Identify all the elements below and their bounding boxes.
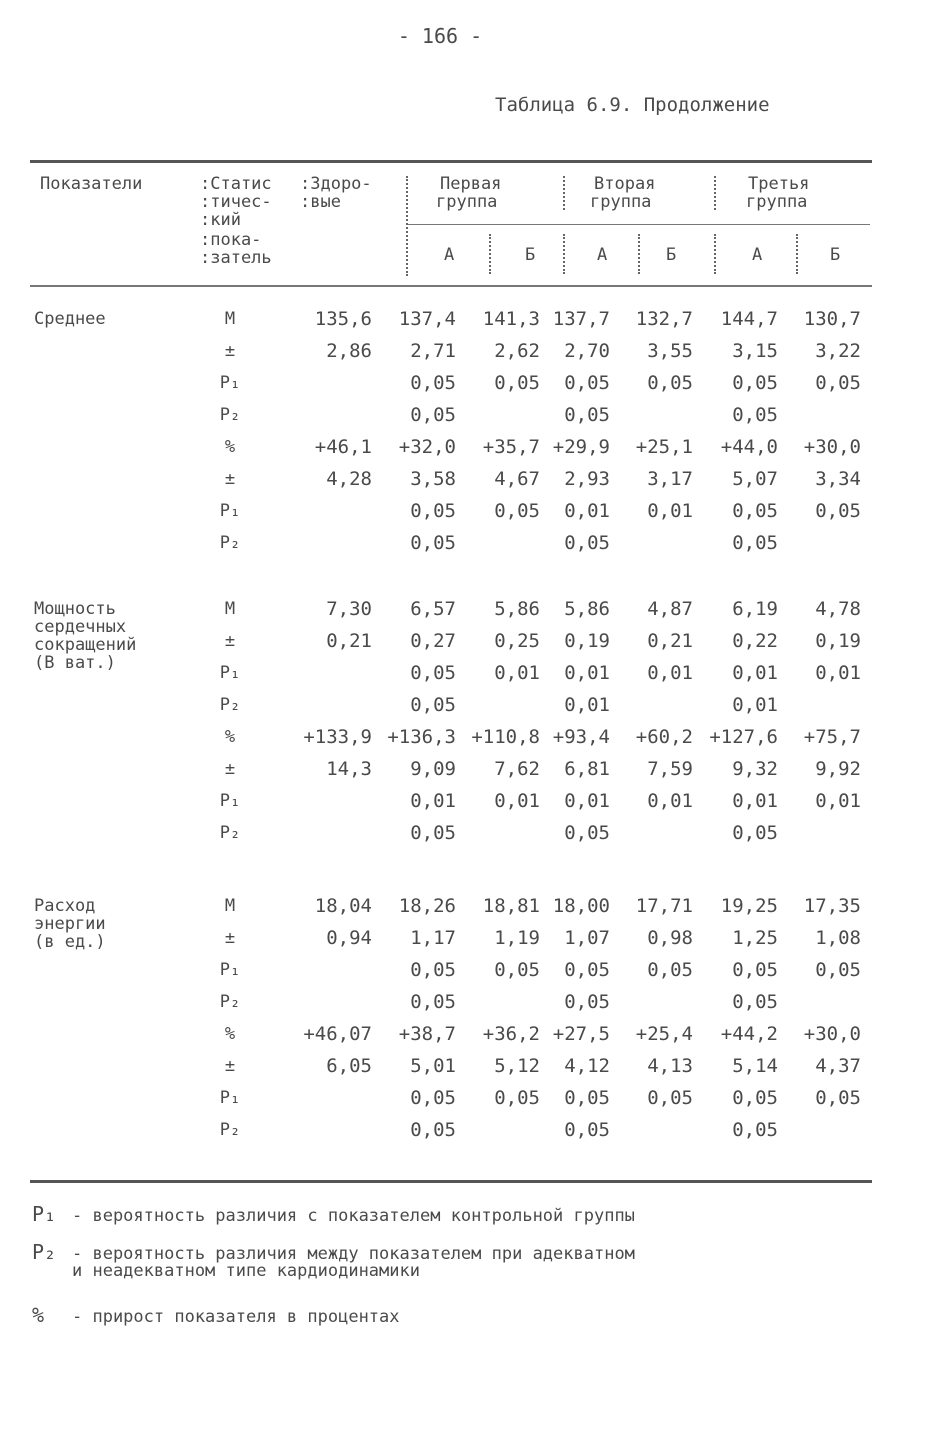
cell-value: 0,05: [564, 1119, 610, 1141]
cell-value: 0,05: [410, 1087, 456, 1109]
cell-value: 0,21: [647, 630, 693, 652]
cell-value: +44,2: [720, 1023, 778, 1045]
stat-symbol: ±: [224, 1056, 236, 1076]
cell-value: 0,05: [494, 959, 540, 981]
section-label: энергии: [34, 914, 106, 934]
cell-value: 1,25: [732, 927, 778, 949]
cell-value: 1,17: [410, 927, 456, 949]
header-group2-1: Вторая: [594, 174, 656, 194]
cell-value: 137,4: [398, 308, 456, 330]
cell-value: 6,57: [410, 598, 456, 620]
cell-healthy: 4,28: [326, 468, 372, 490]
header-group3-1: Третья: [748, 174, 810, 194]
note-p2-continued: и неадекватном типе кардиодинамики: [72, 1261, 420, 1281]
cell-value: 2,62: [494, 340, 540, 362]
header-sub-3a: А: [752, 245, 763, 265]
note-text: - вероятность различия с показателем контрольной группы: [72, 1206, 635, 1226]
header-sub-3b: Б: [830, 245, 841, 265]
cell-value: 3,15: [732, 340, 778, 362]
header-stat-5: :затель: [200, 248, 272, 268]
section-label: Среднее: [34, 309, 106, 329]
cell-value: 0,01: [732, 694, 778, 716]
header-stat-2: :тичес-: [200, 192, 272, 212]
cell-value: 0,05: [564, 1087, 610, 1109]
cell-value: 0,01: [564, 694, 610, 716]
cell-value: 0,01: [732, 790, 778, 812]
cell-value: 17,35: [803, 895, 861, 917]
header-group2-2: группа: [590, 192, 652, 212]
page-number: - 166 -: [397, 24, 483, 48]
cell-value: 0,05: [564, 959, 610, 981]
cell-value: 0,01: [494, 662, 540, 684]
note-text: - прирост показателя в процентах: [72, 1307, 400, 1327]
cell-value: 4,78: [815, 598, 861, 620]
stat-symbol: P₁: [219, 1088, 241, 1108]
header-separator: [714, 176, 716, 210]
cell-value: 0,05: [815, 1087, 861, 1109]
cell-healthy: 0,21: [326, 630, 372, 652]
cell-value: 0,01: [732, 662, 778, 684]
header-sub-2a: А: [597, 245, 608, 265]
cell-value: +38,7: [398, 1023, 456, 1045]
cell-value: 0,05: [564, 991, 610, 1013]
cell-value: 0,01: [494, 790, 540, 812]
cell-value: 2,70: [564, 340, 610, 362]
cell-value: 0,19: [815, 630, 861, 652]
cell-value: 5,07: [732, 468, 778, 490]
note-key: P₁: [32, 1202, 57, 1226]
header-healthy-2: :вые: [300, 192, 341, 212]
cell-value: 0,05: [494, 500, 540, 522]
cell-value: 9,92: [815, 758, 861, 780]
stat-symbol: P₂: [219, 695, 241, 715]
cell-value: 7,59: [647, 758, 693, 780]
cell-value: 18,81: [482, 895, 540, 917]
cell-value: 1,07: [564, 927, 610, 949]
cell-value: 0,05: [410, 694, 456, 716]
header-separator: [796, 234, 798, 274]
cell-healthy: +133,9: [303, 726, 372, 748]
cell-value: 132,7: [635, 308, 693, 330]
cell-value: 5,01: [410, 1055, 456, 1077]
stat-symbol: P₂: [219, 992, 241, 1012]
cell-value: 0,25: [494, 630, 540, 652]
cell-value: 0,05: [410, 532, 456, 554]
header-stat-3: :кий: [200, 210, 241, 230]
stat-symbol: P₁: [219, 663, 241, 683]
cell-value: 0,01: [564, 500, 610, 522]
stat-symbol: P₁: [219, 960, 241, 980]
cell-value: 3,55: [647, 340, 693, 362]
cell-value: 0,01: [564, 662, 610, 684]
header-separator: [714, 234, 716, 274]
header-separator: [638, 234, 640, 274]
header-sub-1a: А: [444, 245, 455, 265]
cell-value: 0,22: [732, 630, 778, 652]
cell-value: 1,08: [815, 927, 861, 949]
cell-value: 5,12: [494, 1055, 540, 1077]
cell-value: 0,05: [732, 1119, 778, 1141]
header-indicators: Показатели: [40, 174, 143, 194]
cell-healthy: 135,6: [314, 308, 372, 330]
header-sub-1b: Б: [525, 245, 536, 265]
header-group3-2: группа: [746, 192, 808, 212]
cell-value: 0,05: [410, 1119, 456, 1141]
cell-value: 4,12: [564, 1055, 610, 1077]
cell-value: 4,13: [647, 1055, 693, 1077]
stat-symbol: P₁: [219, 791, 241, 811]
section-label: (в ед.): [34, 932, 106, 952]
cell-value: 130,7: [803, 308, 861, 330]
table-caption: Таблица 6.9. Продолжение: [495, 94, 770, 116]
stat-symbol: P₂: [219, 405, 241, 425]
cell-healthy: 0,94: [326, 927, 372, 949]
cell-value: +93,4: [552, 726, 610, 748]
cell-value: 0,05: [732, 404, 778, 426]
cell-value: 0,05: [410, 500, 456, 522]
cell-value: 6,81: [564, 758, 610, 780]
cell-value: 18,00: [552, 895, 610, 917]
cell-value: 0,05: [647, 959, 693, 981]
stat-symbol: P₁: [219, 373, 241, 393]
cell-value: +44,0: [720, 436, 778, 458]
cell-healthy: 7,30: [326, 598, 372, 620]
cell-value: 0,05: [410, 959, 456, 981]
cell-healthy: 18,04: [314, 895, 372, 917]
cell-value: 3,17: [647, 468, 693, 490]
cell-value: 0,01: [410, 790, 456, 812]
cell-value: 0,05: [564, 404, 610, 426]
cell-value: 5,14: [732, 1055, 778, 1077]
cell-value: 1,19: [494, 927, 540, 949]
cell-value: 141,3: [482, 308, 540, 330]
stat-symbol: P₂: [219, 533, 241, 553]
cell-value: 0,05: [647, 372, 693, 394]
cell-value: +25,4: [635, 1023, 693, 1045]
stat-symbol: ±: [224, 759, 236, 779]
cell-value: 0,05: [410, 662, 456, 684]
cell-value: 2,71: [410, 340, 456, 362]
cell-value: +35,7: [482, 436, 540, 458]
cell-value: 0,05: [732, 959, 778, 981]
cell-healthy: 14,3: [326, 758, 372, 780]
section-label: (В ват.): [34, 653, 116, 673]
cell-value: 0,05: [815, 372, 861, 394]
header-stat-1: :Статис: [200, 174, 272, 194]
stat-symbol: %: [224, 437, 236, 457]
cell-value: 0,05: [732, 822, 778, 844]
cell-value: 4,87: [647, 598, 693, 620]
cell-value: 0,01: [647, 790, 693, 812]
cell-value: 9,32: [732, 758, 778, 780]
cell-value: 5,86: [494, 598, 540, 620]
note-key: %: [32, 1303, 45, 1327]
cell-value: +32,0: [398, 436, 456, 458]
cell-value: 0,05: [732, 1087, 778, 1109]
cell-value: 0,05: [410, 991, 456, 1013]
header-stat-4: :пока-: [200, 230, 262, 250]
header-separator: [406, 176, 408, 276]
section-label: Мощность: [34, 599, 116, 619]
note-key: P₂: [32, 1240, 57, 1264]
cell-value: +29,9: [552, 436, 610, 458]
cell-value: 0,05: [732, 372, 778, 394]
section-label: сокращений: [34, 635, 137, 655]
stat-symbol: M: [224, 896, 236, 916]
cell-value: 4,37: [815, 1055, 861, 1077]
header-separator: [563, 234, 565, 274]
cell-value: 0,01: [564, 790, 610, 812]
note-p2: [32, 1240, 635, 1264]
cell-value: +110,8: [471, 726, 540, 748]
cell-value: 0,05: [564, 532, 610, 554]
stat-symbol: P₁: [219, 501, 241, 521]
cell-value: 144,7: [720, 308, 778, 330]
cell-value: 0,05: [410, 822, 456, 844]
cell-value: +25,1: [635, 436, 693, 458]
cell-value: +136,3: [387, 726, 456, 748]
section-label: сердечных: [34, 617, 127, 637]
cell-value: 0,05: [815, 500, 861, 522]
cell-value: 9,09: [410, 758, 456, 780]
stat-symbol: %: [224, 727, 236, 747]
cell-value: 0,05: [732, 532, 778, 554]
cell-value: 0,01: [647, 662, 693, 684]
cell-value: 7,62: [494, 758, 540, 780]
cell-value: 0,05: [732, 500, 778, 522]
cell-value: 137,7: [552, 308, 610, 330]
cell-value: 0,05: [494, 372, 540, 394]
cell-value: 3,58: [410, 468, 456, 490]
header-group1-2: группа: [436, 192, 498, 212]
stat-symbol: M: [224, 309, 236, 329]
cell-healthy: 2,86: [326, 340, 372, 362]
cell-value: 0,05: [647, 1087, 693, 1109]
cell-value: 0,27: [410, 630, 456, 652]
header-separator: [489, 234, 491, 274]
cell-value: +30,0: [803, 1023, 861, 1045]
cell-value: 3,22: [815, 340, 861, 362]
cell-value: 5,86: [564, 598, 610, 620]
header-bottom-rule: [30, 285, 872, 287]
stat-symbol: %: [224, 1024, 236, 1044]
cell-value: 18,26: [398, 895, 456, 917]
cell-value: 0,05: [732, 991, 778, 1013]
cell-value: +127,6: [709, 726, 778, 748]
cell-value: +60,2: [635, 726, 693, 748]
header-sub-2b: Б: [666, 245, 677, 265]
stat-symbol: ±: [224, 631, 236, 651]
stat-symbol: ±: [224, 469, 236, 489]
note-p1: [32, 1202, 635, 1226]
cell-value: 19,25: [720, 895, 778, 917]
cell-value: +27,5: [552, 1023, 610, 1045]
cell-value: +30,0: [803, 436, 861, 458]
stat-symbol: P₂: [219, 1120, 241, 1140]
cell-value: +75,7: [803, 726, 861, 748]
cell-healthy: 6,05: [326, 1055, 372, 1077]
table-top-rule: [30, 160, 872, 163]
section-label: Расход: [34, 896, 96, 916]
cell-value: 0,05: [815, 959, 861, 981]
cell-value: 2,93: [564, 468, 610, 490]
cell-value: 3,34: [815, 468, 861, 490]
header-group1-1: Первая: [440, 174, 502, 194]
cell-value: +36,2: [482, 1023, 540, 1045]
header-subgroup-rule: [408, 224, 870, 225]
cell-value: 17,71: [635, 895, 693, 917]
cell-value: 0,01: [815, 662, 861, 684]
cell-value: 0,05: [494, 1087, 540, 1109]
note-percent: [32, 1303, 400, 1327]
cell-value: 0,05: [564, 822, 610, 844]
cell-healthy: +46,1: [314, 436, 372, 458]
cell-value: 0,01: [647, 500, 693, 522]
note-text: - вероятность различия между показателем при адекватном: [72, 1244, 635, 1264]
cell-value: 0,19: [564, 630, 610, 652]
cell-value: 4,67: [494, 468, 540, 490]
stat-symbol: M: [224, 599, 236, 619]
cell-value: 0,05: [564, 372, 610, 394]
header-healthy-1: :Здоро-: [300, 174, 372, 194]
stat-symbol: P₂: [219, 823, 241, 843]
cell-value: 0,05: [410, 372, 456, 394]
stat-symbol: ±: [224, 928, 236, 948]
cell-value: 0,05: [410, 404, 456, 426]
stat-symbol: ±: [224, 341, 236, 361]
cell-value: 0,01: [815, 790, 861, 812]
header-separator: [563, 176, 565, 210]
cell-healthy: +46,07: [303, 1023, 372, 1045]
cell-value: 6,19: [732, 598, 778, 620]
cell-value: 0,98: [647, 927, 693, 949]
table-bottom-rule: [30, 1180, 872, 1183]
